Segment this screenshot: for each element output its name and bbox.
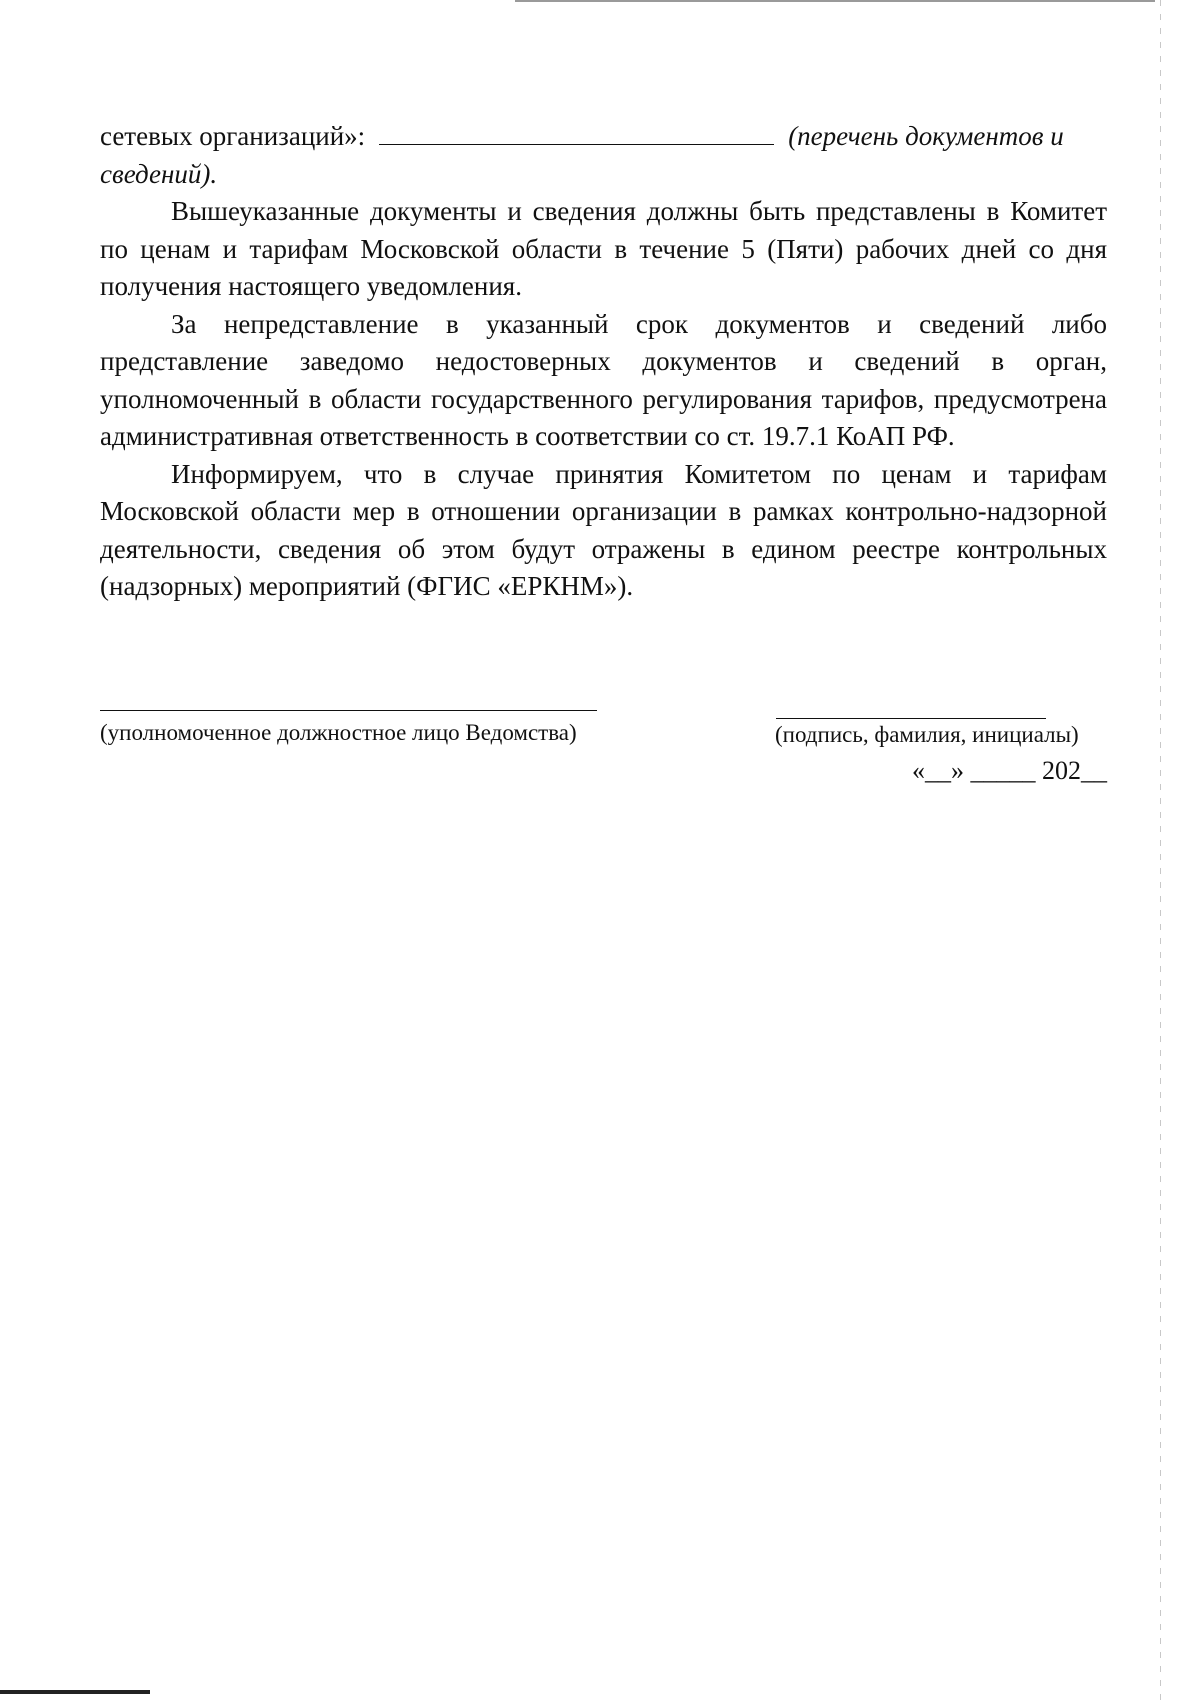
paragraph-liability: За непредставление в указанный срок документов и сведений либо представление заведомо недостоверных документов и сведений в орган, уполномоченный в области государственного регулирования тарифов, предусмотрена административная ответственность в соответствии со ст. 19.7.1 КоАП РФ. — [100, 308, 1107, 451]
first-line — [100, 118, 1107, 156]
scan-top-edge-line — [515, 0, 1155, 2]
fill-in-blank — [379, 118, 774, 145]
paragraph-registry-info: Информируем, что в случае принятия Комитетом по ценам и тарифам Московской области мер в отношении организации в рамках контрольно-надзорной деятельности, сведения об этом будут отражены в едином реестре контрольных (надзорных) мероприятий (ФГИС «ЕРКНМ»). — [100, 458, 1107, 601]
official-signature-line — [100, 710, 597, 711]
scan-bottom-mark — [0, 1690, 150, 1694]
date-field: «__» _____ 202__ — [912, 756, 1107, 785]
scan-right-edge-line — [1160, 0, 1161, 1701]
official-label: (уполномоченное должностное лицо Ведомства) — [100, 720, 577, 745]
first-line-prefix: сетевых организаций»: — [100, 121, 366, 151]
paragraph-deadline: Вышеуказанные документы и сведения должны быть представлены в Комитет по ценам и тарифам Московской области в течение 5 (Пяти) рабочих дней со дня получения настоящего уведомления. — [100, 196, 1107, 301]
signature-name-label: (подпись, фамилия, инициалы) — [775, 722, 1079, 747]
documents-list-hint: (перечень документов и — [788, 121, 1064, 151]
signature-name-line — [776, 718, 1046, 719]
documents-list-hint-continued: сведений). — [100, 158, 218, 189]
signature-block — [100, 692, 1107, 802]
document-body — [100, 118, 1107, 606]
